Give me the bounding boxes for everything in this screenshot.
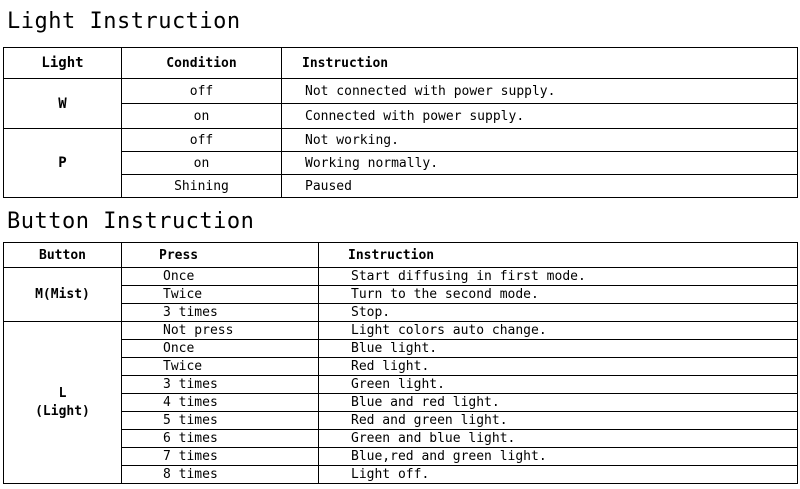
press-cell: Not press	[122, 322, 319, 340]
press-cell: 4 times	[122, 394, 319, 412]
table-row	[4, 304, 798, 322]
condition-cell: on	[122, 104, 282, 129]
instruction-cell: Working normally.	[282, 152, 798, 175]
table-row	[4, 340, 798, 358]
instruction-cell: Red light.	[319, 358, 798, 376]
press-cell: Twice	[122, 358, 319, 376]
header-button: Button	[4, 243, 122, 268]
table-row	[4, 412, 798, 430]
light-instruction-heading: Light Instruction	[7, 9, 241, 34]
header-condition: Condition	[122, 48, 282, 79]
condition-cell: on	[122, 152, 282, 175]
instruction-cell: Red and green light.	[319, 412, 798, 430]
table-row	[4, 152, 798, 175]
header-instruction: Instruction	[282, 48, 798, 79]
instruction-cell: Green light.	[319, 376, 798, 394]
table-row	[4, 79, 798, 104]
instruction-cell: Paused	[282, 175, 798, 198]
instruction-cell: Blue,red and green light.	[319, 448, 798, 466]
table-row	[4, 394, 798, 412]
table-row	[4, 376, 798, 394]
light-table-header-row	[4, 48, 798, 79]
press-cell: Twice	[122, 286, 319, 304]
table-row	[4, 129, 798, 152]
button-mist-cell: M(Mist)	[4, 268, 122, 322]
press-cell: Once	[122, 268, 319, 286]
table-row	[4, 466, 798, 484]
press-cell: 3 times	[122, 304, 319, 322]
table-row	[4, 322, 798, 340]
instruction-cell: Blue light.	[319, 340, 798, 358]
button-table-header-row	[4, 243, 798, 268]
header-light: Light	[4, 48, 122, 79]
instruction-cell: Connected with power supply.	[282, 104, 798, 129]
condition-cell: Shining	[122, 175, 282, 198]
table-row	[4, 268, 798, 286]
table-row	[4, 358, 798, 376]
table-row	[4, 175, 798, 198]
button-light-line-2: (Light)	[35, 403, 90, 419]
instruction-cell: Blue and red light.	[319, 394, 798, 412]
instruction-cell: Not working.	[282, 129, 798, 152]
header-instruction: Instruction	[319, 243, 798, 268]
button-light-line-1: L	[58, 385, 67, 401]
press-cell: Once	[122, 340, 319, 358]
condition-cell: off	[122, 79, 282, 104]
button-light-cell	[4, 322, 122, 484]
condition-cell: off	[122, 129, 282, 152]
table-row	[4, 448, 798, 466]
instruction-cell: Not connected with power supply.	[282, 79, 798, 104]
light-w-cell: W	[4, 79, 122, 129]
instruction-cell: Stop.	[319, 304, 798, 322]
press-cell: 6 times	[122, 430, 319, 448]
press-cell: 7 times	[122, 448, 319, 466]
light-instruction-table	[3, 47, 798, 198]
table-row	[4, 430, 798, 448]
instruction-cell: Turn to the second mode.	[319, 286, 798, 304]
instruction-cell: Start diffusing in first mode.	[319, 268, 798, 286]
press-cell: 5 times	[122, 412, 319, 430]
press-cell: 8 times	[122, 466, 319, 484]
light-p-cell: P	[4, 129, 122, 198]
header-press: Press	[122, 243, 319, 268]
table-row	[4, 286, 798, 304]
button-instruction-heading: Button Instruction	[7, 209, 255, 234]
press-cell: 3 times	[122, 376, 319, 394]
instruction-cell: Light off.	[319, 466, 798, 484]
button-instruction-table	[3, 242, 798, 484]
instruction-cell: Green and blue light.	[319, 430, 798, 448]
table-row	[4, 104, 798, 129]
instruction-cell: Light colors auto change.	[319, 322, 798, 340]
